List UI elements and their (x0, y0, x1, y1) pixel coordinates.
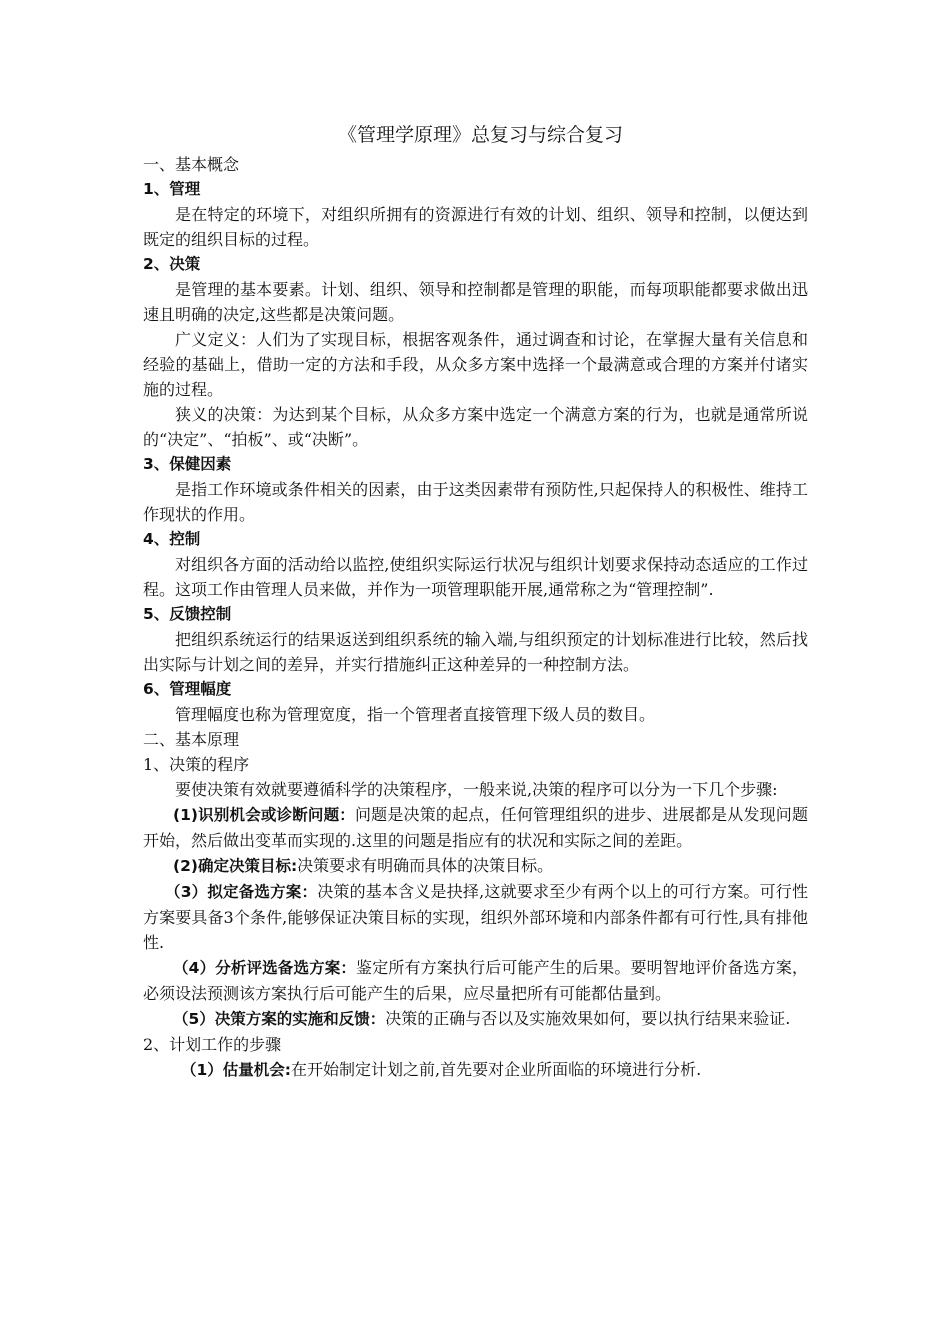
section-heading-basic-principles: 二、基本原理 (143, 730, 240, 749)
section-heading-basic-concepts: 一、基本概念 (143, 155, 240, 174)
step-text: 决策的正确与否以及实施效果如何，要以执行结果来验证. (385, 1009, 791, 1028)
subheading-decision-procedure: 1、决策的程序 (143, 755, 250, 774)
document-page (143, 120, 808, 1083)
step-evaluate-alternatives (143, 955, 808, 1006)
heading-control: 4、控制 (143, 530, 201, 548)
paragraph-decision-procedure-intro: 要使决策有效就要遵循科学的决策程序，一般来说,决策的程序可以分为一下几个步骤: (175, 780, 778, 799)
step-identify-problem (143, 802, 808, 853)
step-label: (2)确定决策目标: (173, 857, 298, 875)
paragraph-hygiene-factors: 是指工作环境或条件相关的因素，由于这类因素带有预防性,只起保持人的积极性、维持工作现状的作用。 (143, 480, 808, 524)
step-label: （5）决策方案的实施和反馈： (173, 1010, 386, 1028)
step-implement-feedback (143, 1006, 808, 1032)
paragraph-control: 对组织各方面的活动给以监控,使组织实际运行状况与组织计划要求保持动态适应的工作过程。这项工作由管理人员来做，并作为一项管理职能开展,通常称之为“管理控制”. (143, 555, 808, 599)
heading-hygiene-factors: 3、保健因素 (143, 455, 232, 473)
step-set-objective (143, 853, 808, 879)
step-text: 问题是决策的起点，任何管理组织的进步、进展都是从发现问题开始，然后做出变革而实现的.这里的问题是指应有的状况和实际之间的差距。 (143, 805, 808, 850)
paragraph-decision-basic: 是管理的基本要素。计划、组织、领导和控制都是管理的职能，而每项职能都要求做出迅速且明确的决定,这些都是决策问题。 (143, 280, 808, 324)
step-draft-alternatives (143, 879, 808, 955)
step-label: （4）分析评选备选方案： (173, 959, 357, 977)
document-title: 《管理学原理》总复习与综合复习 (337, 124, 623, 146)
paragraph-decision-narrow: 狭义的决策：为达到某个目标，从众多方案中选定一个满意方案的行为，也就是通常所说的“决定”、“拍板”、或“决断”。 (143, 405, 808, 449)
step-label: （3）拟定备选方案： (165, 883, 318, 901)
paragraph-decision-broad: 广义定义：人们为了实现目标，根据客观条件，通过调查和讨论，在掌握大量有关信息和经验的基础上，借助一定的方法和手段，从众多方案中选择一个最满意或合理的方案并付诸实施的过程。 (143, 330, 808, 399)
step-text: 在开始制定计划之前,首先要对企业所面临的环境进行分析. (290, 1060, 702, 1079)
step-label: (1)识别机会或诊断问题： (173, 806, 355, 824)
paragraph-span-of-management: 管理幅度也称为管理宽度，指一个管理者直接管理下级人员的数目。 (175, 705, 656, 724)
heading-decision: 2、决策 (143, 255, 201, 273)
step-text: 鉴定所有方案执行后可能产生的后果。要明智地评价备选方案，必须设法预测该方案执行后可能产生的后果，应尽量把所有可能都估量到。 (143, 958, 808, 1003)
step-text: 决策的基本含义是抉择,这就要求至少有两个以上的可行方案。可行性方案要具备3个条件,能够保证决策目标的实现，组织外部环境和内部条件都有可行性,具有排他性. (143, 882, 808, 952)
heading-management: 1、管理 (143, 180, 201, 198)
paragraph-management-definition: 是在特定的环境下，对组织所拥有的资源进行有效的计划、组织、领导和控制，以便达到既定的组织目标的过程。 (143, 205, 808, 249)
step-label: （1）估量机会: (181, 1061, 291, 1079)
step-text: 决策要求有明确而具体的决策目标。 (297, 856, 554, 875)
subheading-planning-steps: 2、计划工作的步骤 (143, 1035, 282, 1054)
heading-span-of-management: 6、管理幅度 (143, 680, 232, 698)
heading-feedback-control: 5、反馈控制 (143, 605, 232, 623)
step-assess-opportunities (143, 1057, 808, 1083)
paragraph-feedback-control: 把组织系统运行的结果返送到组织系统的输入端,与组织预定的计划标准进行比较，然后找出实际与计划之间的差异，并实行措施纠正这种差异的一种控制方法。 (143, 630, 808, 674)
